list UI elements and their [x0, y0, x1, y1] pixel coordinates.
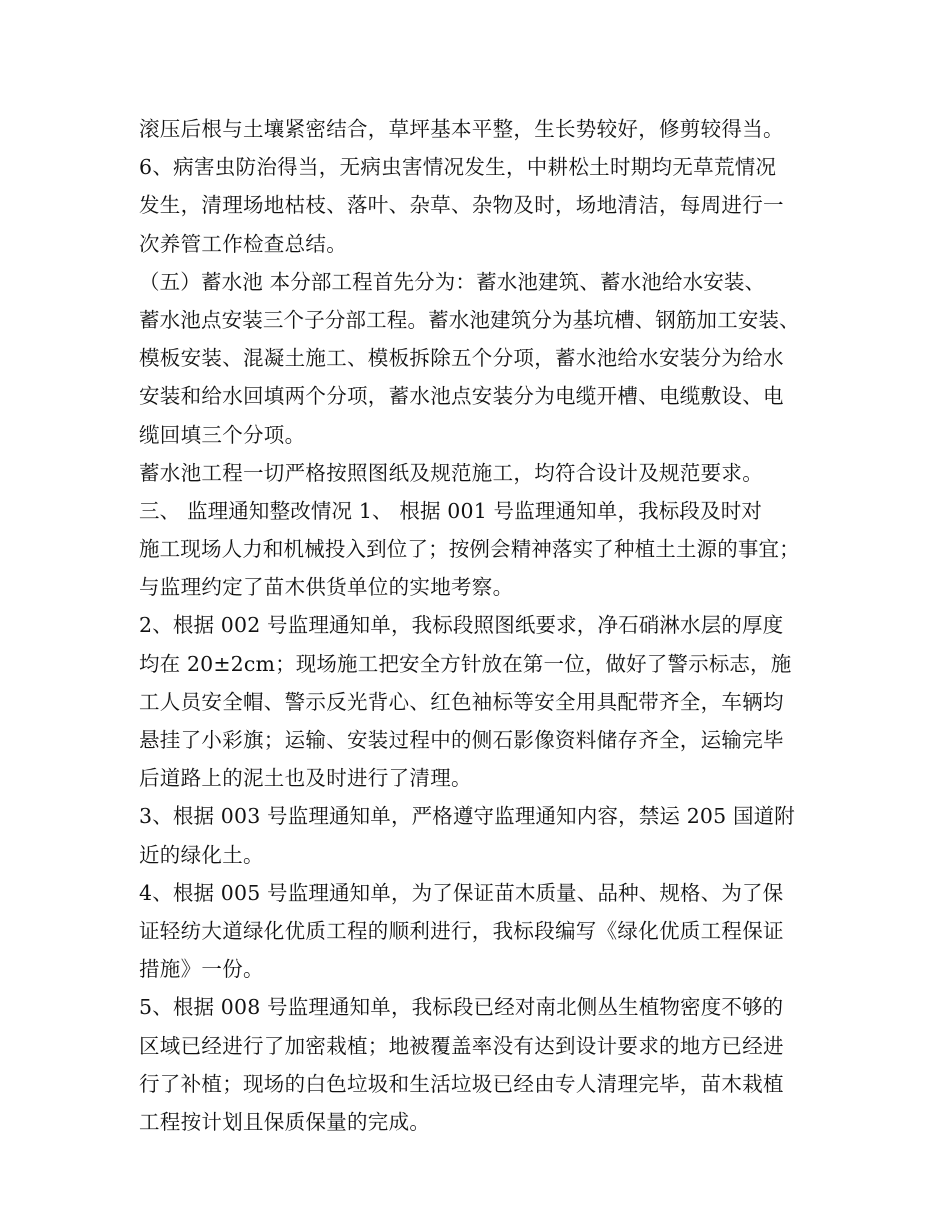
text-line: 区域已经进行了加密栽植；地被覆盖率没有达到设计要求的地方已经进	[139, 1033, 784, 1058]
text-line: 工程按计划且保质保量的完成。	[139, 1109, 431, 1134]
text-line: 悬挂了小彩旗；运输、安装过程中的侧石影像资料储存齐全，运输完毕	[139, 728, 784, 752]
document-body	[139, 110, 829, 1141]
text-line: 措施》一份。	[139, 957, 264, 982]
text-line: 安装和给水回填两个分项，蓄水池点安装分为电缆开槽、电缆敷设、电	[139, 384, 784, 409]
text-line: 蓄水池工程一切严格按照图纸及规范施工，均符合设计及规范要求。	[139, 460, 763, 485]
text-line: 模板安装、混凝土施工、模板拆除五个分项，蓄水池给水安装分为给水	[139, 346, 784, 371]
text-line: 三、 监理通知整改情况 1、 根据 001 号监理通知单，我标段及时对	[139, 498, 763, 523]
text-line: 工人员安全帽、警示反光背心、红色袖标等安全用具配带齐全，车辆均	[139, 689, 784, 714]
text-line: 4、根据 005 号监理通知单，为了保证苗木质量、品种、规格、为了保	[139, 880, 784, 905]
text-line: 2、根据 002 号监理通知单，我标段照图纸要求，净石硝淋水层的厚度	[139, 613, 784, 638]
text-line: 5、根据 008 号监理通知单，我标段已经对南北侧丛生植物密度不够的	[139, 995, 784, 1020]
text-line: 均在 20±2cm；现场施工把安全方针放在第一位，做好了警示标志，施	[139, 651, 792, 676]
text-line: 6、病害虫防治得当，无病虫害情况发生，中耕松土时期均无草荒情况	[139, 155, 777, 180]
text-line: 行了补植；现场的白色垃圾和生活垃圾已经由专人清理完毕，苗木栽植	[139, 1071, 784, 1096]
text-line: 蓄水池点安装三个子分部工程。蓄水池建筑分为基坑槽、钢筋加工安装、	[139, 307, 800, 332]
text-line: 次养管工作检查总结。	[139, 231, 347, 256]
text-line: 证轻纺大道绿化优质工程的顺利进行，我标段编写《绿化优质工程保证	[139, 918, 784, 943]
text-line: （五）蓄水池 本分部工程首先分为：蓄水池建筑、蓄水池给水安装、	[139, 269, 766, 294]
text-line: 施工现场人力和机械投入到位了；按例会精神落实了种植土土源的事宜；	[139, 537, 800, 562]
text-line: 3、根据 003 号监理通知单，严格遵守监理通知内容，禁运 205 国道附	[139, 804, 795, 829]
text-line: 与监理约定了苗木供货单位的实地考察。	[139, 575, 514, 600]
text-line: 缆回填三个分项。	[139, 422, 306, 447]
text-line: 近的绿化土。	[139, 842, 264, 867]
text-line: 滚压后根与土壤紧密结合，草坪基本平整，生长势较好，修剪较得当。	[139, 117, 784, 141]
text-line: 后道路上的泥土也及时进行了清理。	[139, 766, 472, 791]
text-line: 发生，清理场地枯枝、落叶、杂草、杂物及时，场地清洁，每周进行一	[139, 193, 784, 218]
